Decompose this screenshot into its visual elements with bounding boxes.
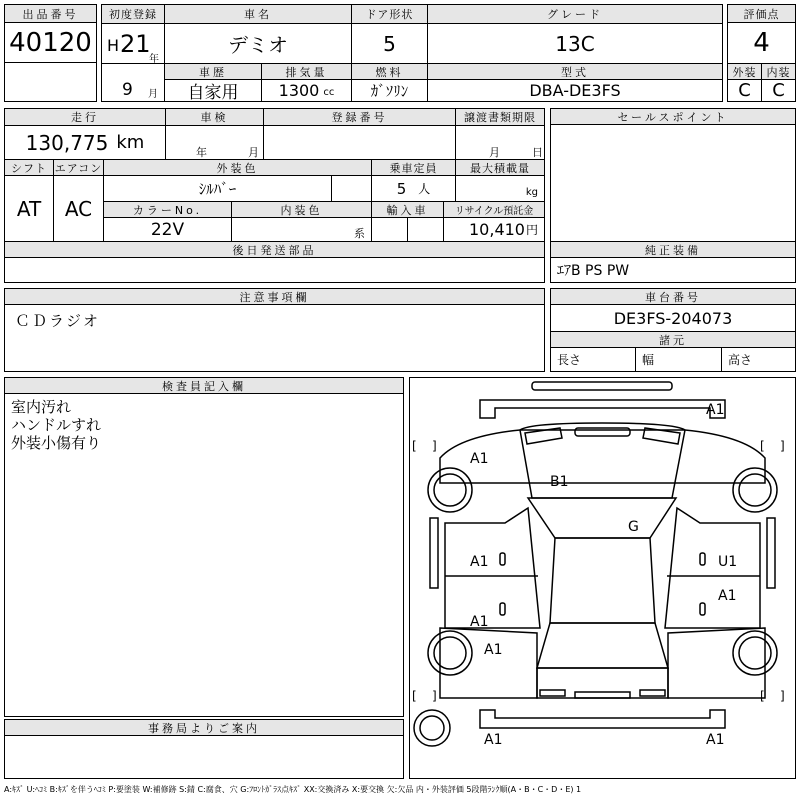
genuine-box <box>550 241 796 283</box>
svg-text:]: ] <box>432 689 437 703</box>
transfer-month-unit: 月 <box>489 146 500 159</box>
displacement-label: 排気量 <box>261 63 351 79</box>
reg-year: 21 <box>120 30 151 58</box>
ext-color-value: ｼﾙﾊﾞｰ <box>103 175 331 201</box>
ext-color-blank <box>331 175 371 201</box>
capacity-value: 5 <box>396 179 407 198</box>
shift-value: AT <box>5 175 53 241</box>
aircon-label: エアコン <box>53 159 103 175</box>
transfer-day-unit: 日 <box>532 146 543 159</box>
car-name: デミオ <box>164 23 351 63</box>
history-value: 自家用 <box>164 79 261 101</box>
history-label: 車歴 <box>164 63 261 79</box>
transfer-label: 譲渡書類期限 <box>455 109 544 125</box>
lot-box <box>4 4 97 102</box>
mileage-label: 走行 <box>5 109 165 125</box>
genuine-value: ｴｱB PS PW <box>557 263 630 279</box>
height-label: 高さ <box>721 347 795 371</box>
color-no-label: カラーNo. <box>103 201 231 217</box>
damage-mark-rear-bumper-right: A1 <box>706 732 725 748</box>
import-cell-1 <box>371 217 407 241</box>
exterior-grade: C <box>728 79 761 101</box>
shift-label: シフト <box>5 159 53 175</box>
grade-value: 13C <box>427 23 722 63</box>
fuel-label: 燃料 <box>351 63 427 79</box>
score-label: 評価点 <box>728 5 795 23</box>
inspector-label: 検査員記入欄 <box>5 378 403 394</box>
displacement-value: 1300 <box>278 81 320 100</box>
inspector-notes <box>11 398 101 452</box>
recycle-value: 10,410 <box>469 220 525 239</box>
inspection-year-unit: 年 <box>196 146 207 159</box>
svg-text:[: [ <box>760 689 765 703</box>
dims-label: 諸元 <box>551 331 795 347</box>
reg-number-label: 登録番号 <box>263 109 455 125</box>
reg-month-cell <box>102 63 164 101</box>
damage-mark-left-front-door: A1 <box>470 554 489 570</box>
aircon-value: AC <box>53 175 103 241</box>
damage-mark-left-rear-fender: A1 <box>484 642 503 658</box>
svg-text:[: [ <box>412 689 417 703</box>
genuine-label: 純正装備 <box>551 242 795 258</box>
office-label: 事務局よりご案内 <box>5 720 403 736</box>
reg-number-value <box>263 125 455 159</box>
sales-points-box <box>550 108 796 242</box>
grade-label: グレード <box>427 5 722 23</box>
lot-number: 40120 <box>5 23 96 63</box>
later-parts-label: 後日発送部品 <box>5 242 544 258</box>
color-no-value: 22V <box>103 217 231 241</box>
inspector-note: 外装小傷有り <box>11 434 102 452</box>
int-color-unit: 系 <box>231 217 371 241</box>
transfer-cell <box>455 125 544 159</box>
damage-mark-left-front-fender: A1 <box>470 451 489 467</box>
chassis-number: DE3FS-204073 <box>613 308 733 328</box>
inspection-cell <box>165 125 263 159</box>
era-letter: H <box>107 36 120 55</box>
reg-month: 9 <box>122 80 133 100</box>
office-box <box>4 719 404 779</box>
capacity-label: 乗車定員 <box>371 159 455 175</box>
damage-mark-rear-bumper-left: A1 <box>484 732 503 748</box>
displacement-cell <box>261 79 351 101</box>
first-reg-year <box>102 23 164 63</box>
recycle-label: リサイクル預託金 <box>443 201 544 217</box>
svg-text:[: [ <box>760 439 765 453</box>
details-table <box>4 108 545 242</box>
chassis-label: 車台番号 <box>551 289 795 305</box>
exterior-label: 外装 <box>728 63 761 79</box>
later-parts-box <box>4 241 545 283</box>
mileage-unit: km <box>116 132 145 153</box>
sales-points-label: セールスポイント <box>551 109 795 125</box>
car-diagram-box <box>409 377 796 779</box>
model-label: 型式 <box>427 63 722 79</box>
svg-text:]: ] <box>780 439 785 453</box>
displacement-unit: cc <box>323 87 335 98</box>
inspector-box <box>4 377 404 717</box>
width-label: 幅 <box>635 347 721 371</box>
mileage-value: 130,775 <box>25 130 109 155</box>
import-cell-2 <box>407 217 443 241</box>
fuel-value: ｶﾞｿﾘﾝ <box>351 79 427 101</box>
model-code: DBA-DE3FS <box>427 79 722 101</box>
interior-grade: C <box>761 79 795 101</box>
month-unit: 月 <box>148 89 158 100</box>
inspection-month-unit: 月 <box>248 146 259 159</box>
caution-value: ＣＤラジオ <box>15 311 101 330</box>
max-load-unit: kg <box>455 175 544 201</box>
inspector-note: ハンドルすれ <box>11 416 102 434</box>
interior-label: 内装 <box>761 63 795 79</box>
mileage-cell <box>5 125 165 159</box>
car-diagram <box>410 378 795 778</box>
inspector-note: 室内汚れ <box>11 398 72 416</box>
damage-mark-right-rear-door: A1 <box>718 588 737 604</box>
int-color-label: 内装色 <box>231 201 371 217</box>
import-label: 輸入車 <box>371 201 443 217</box>
caution-label: 注意事項欄 <box>5 289 544 305</box>
first-reg-label: 初度登録 <box>102 5 164 23</box>
year-unit: 年 <box>149 54 159 65</box>
vehicle-info-table <box>101 4 723 102</box>
chassis-box <box>550 288 796 372</box>
damage-mark-hood: B1 <box>550 474 569 490</box>
svg-text:]: ] <box>780 689 785 703</box>
score-value: 4 <box>753 28 770 58</box>
lot-label: 出品番号 <box>5 5 96 23</box>
recycle-unit: 円 <box>525 223 538 237</box>
damage-mark-front-bumper: A1 <box>706 402 725 418</box>
legend-text: A:ｷｽﾞ U:ﾍｺﾐ B:ｷｽﾞを伴うﾍｺﾐ P:要塗装 W:補修跡 S:錆 C:腐食、穴 G:ﾌﾛﾝﾄｶﾞﾗｽ点ｷｽﾞ XX:交換済み X:要交換 欠:欠品 内・外装評価 5段階ﾗﾝｸ順(A・B・C・D・E) 1 <box>4 784 582 794</box>
length-label: 長さ <box>551 347 635 371</box>
damage-mark-left-rear-door: A1 <box>470 614 489 630</box>
caution-box <box>4 288 545 372</box>
svg-text:]: ] <box>432 439 437 453</box>
score-box <box>727 4 796 102</box>
inspection-label: 車検 <box>165 109 263 125</box>
svg-text:[: [ <box>412 439 417 453</box>
max-load-label: 最大積載量 <box>455 159 544 175</box>
recycle-cell <box>443 217 544 241</box>
capacity-unit: 人 <box>418 182 431 196</box>
damage-mark-windshield: G <box>628 519 639 535</box>
door-label: ドア形状 <box>351 5 427 23</box>
door-count: 5 <box>351 23 427 63</box>
car-name-label: 車名 <box>164 5 351 23</box>
capacity-cell <box>371 175 455 201</box>
ext-color-label: 外装色 <box>103 159 371 175</box>
damage-mark-right-front-door: U1 <box>718 554 738 570</box>
